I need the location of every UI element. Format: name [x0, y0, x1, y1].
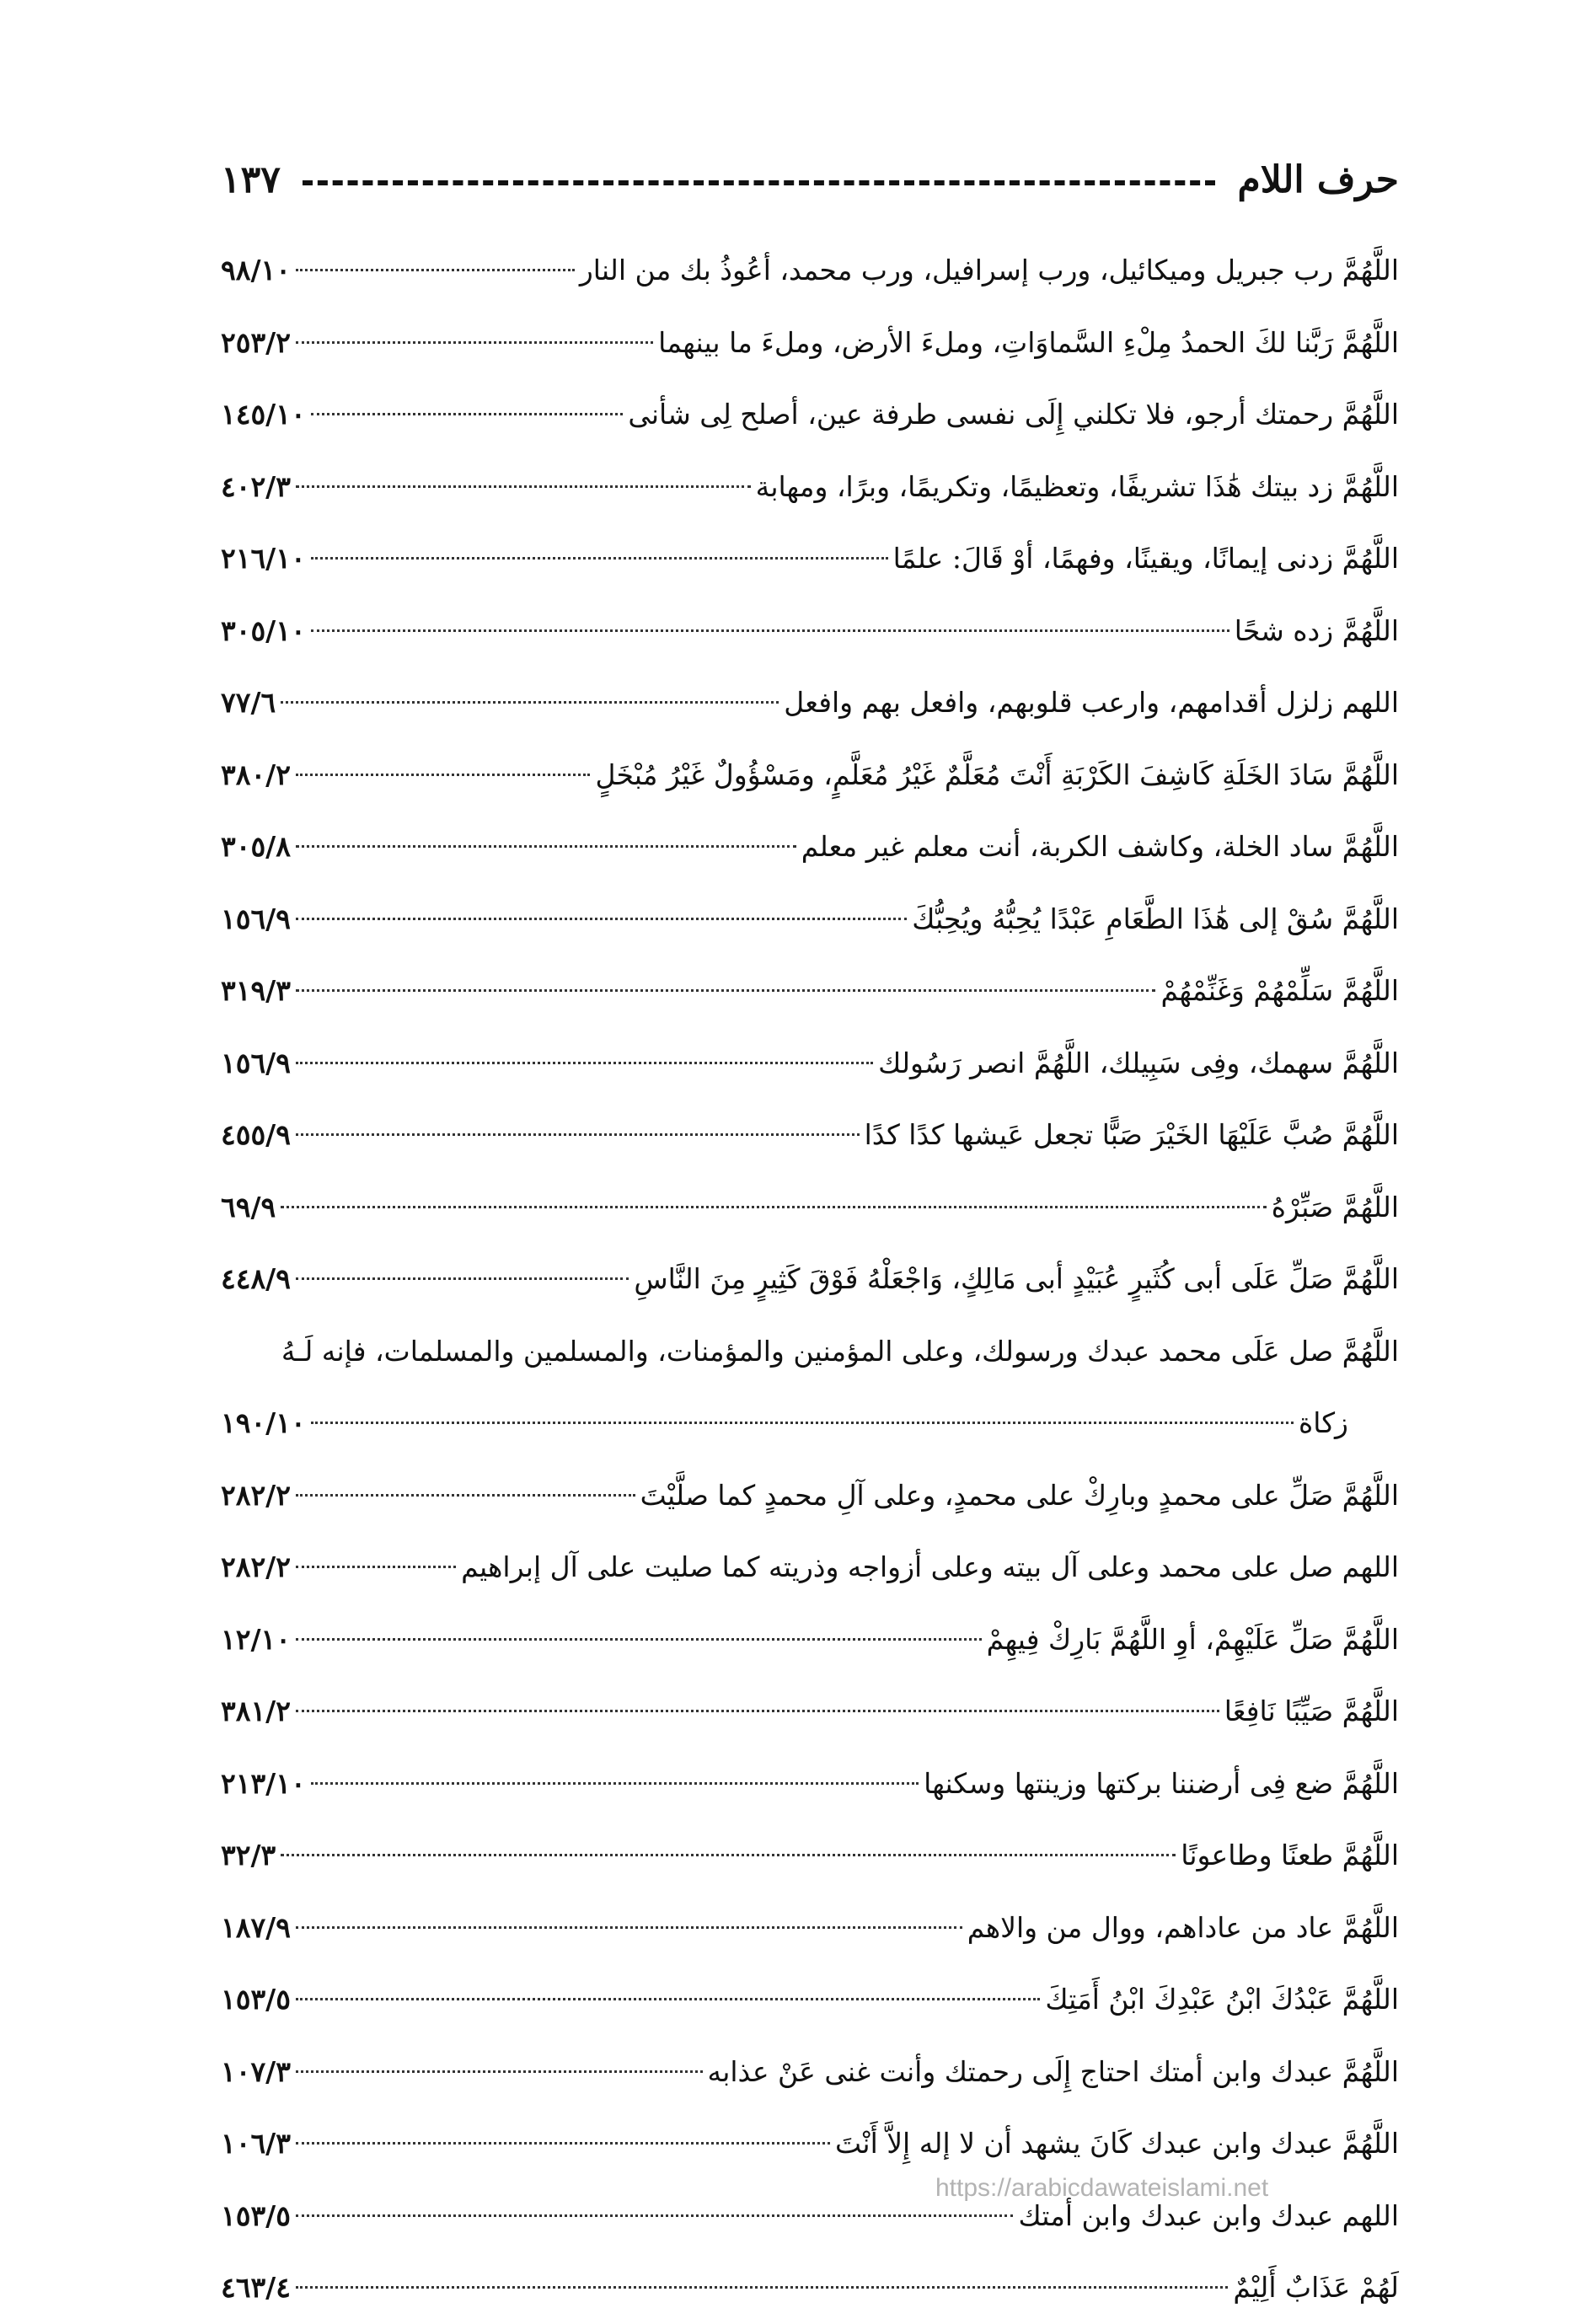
entry-reference: ٤٦٣/٤ — [221, 2271, 291, 2304]
dotted-leader — [296, 1998, 1040, 2000]
entry-reference: ٩٨/١٠ — [221, 254, 291, 286]
entry-reference: ٣٢/٣ — [221, 1839, 276, 1872]
entry-text: لَهُمْ عَذَابٌ أَلِيْمٌ — [1233, 2271, 1399, 2304]
entry-text: اللَّهُمَّ ساد الخلة، وكاشف الكربة، أنت معلم غير معلم — [801, 830, 1399, 863]
entry-text: اللَّهُمَّ ضع فِى أرضننا بركتها وزينتها وسكنها — [924, 1766, 1399, 1800]
dotted-leader — [296, 2286, 1228, 2289]
dotted-leader — [311, 1782, 919, 1785]
dotted-leader — [296, 1926, 962, 1929]
entry-text: اللَّهُمَّ طعنًا وطاعونًا — [1181, 1839, 1399, 1872]
dotted-leader — [281, 1854, 1176, 1856]
index-entry — [221, 234, 1399, 307]
entry-text: اللَّهُمَّ صُبَّ عَلَيْهَا الخَيْرَ صَبًّا تجعل عَيشها كدًا كدًا — [864, 1118, 1399, 1151]
page-number: ١٣٧ — [221, 158, 281, 201]
dotted-leader — [281, 1206, 1266, 1208]
entry-reference: ١٢/١٠ — [221, 1622, 291, 1656]
index-entry — [221, 1963, 1399, 2036]
dotted-leader — [296, 2142, 830, 2145]
index-entry — [221, 1099, 1399, 1171]
index-entry — [221, 451, 1399, 523]
page-header — [221, 150, 1399, 209]
entry-reference: ١٨٧/٩ — [221, 1910, 291, 1944]
dotted-leader — [311, 557, 888, 560]
entry-text: اللَّهُمَّ صَلِّ عَلَيْهِمْ، أوِ اللَّهُمَّ بَارِكْ فِيهِمْ — [986, 1622, 1399, 1656]
entry-text: اللَّهُمَّ عبدك وابن عبدك كَانَ يشهد أن لا إله إِلاَّ أَنْتَ — [834, 2127, 1399, 2160]
index-entry — [221, 667, 1399, 739]
index-entry — [221, 1892, 1399, 1964]
dotted-leader — [296, 1062, 873, 1064]
index-entry — [221, 1315, 1399, 1388]
dotted-leader — [311, 629, 1229, 632]
dotted-leader — [296, 269, 575, 271]
index-entry — [221, 1675, 1399, 1748]
dotted-leader — [281, 701, 779, 704]
watermark-url: https://arabicdawateislami.net — [935, 2174, 1269, 2202]
entry-text: اللَّهُمَّ صَيِّبًا نَافِعًا — [1224, 1695, 1399, 1727]
entry-reference: ٤٠٢/٣ — [221, 469, 291, 503]
dotted-leader — [296, 918, 907, 920]
index-entry — [221, 2036, 1399, 2108]
index-entry — [221, 1531, 1399, 1604]
entry-reference: ٢١٦/١٠ — [221, 542, 306, 575]
entry-text: اللَّهُمَّ رحمتك أرجو، فلا تكلني إِلَى نفسى طرفة عين، أصلح لِى شأنى — [628, 398, 1399, 431]
entry-reference: ٢٨٢/٢ — [221, 1550, 291, 1583]
entry-text: اللَّهُمَّ سَلِّمْهُمْ وَغَنِّمْهُمْ — [1160, 974, 1399, 1007]
entry-reference: ١٥٣/٥ — [221, 1983, 291, 2016]
dotted-leader — [296, 2070, 703, 2073]
entry-text: اللَّهُمَّ زدنى إيمانًا، ويقينًا، وفهمًا، أوْ قَالَ: علمًا — [892, 542, 1399, 575]
entry-text: اللَّهُمَّ عبدك وابن أمتك احتاج إِلَى رحمتك وأنت غنى عَنْ عذابه — [707, 2054, 1399, 2088]
entry-text: اللَّهُمَّ صل عَلَى محمد عبدك ورسولك، وعلى المؤمنين والمؤمنات، والمسلمين والمسلمات، فإنه لَـهُ — [281, 1334, 1399, 1368]
dotted-leader — [296, 2214, 1014, 2217]
entry-reference: ٤٥٥/٩ — [221, 1118, 291, 1151]
entry-text: اللَّهُمَّ زده شحًا — [1234, 613, 1399, 647]
index-entry — [221, 1171, 1399, 1244]
entry-text: اللَّهُمَّ رب جبريل وميكائيل، ورب إسرافيل، ورب محمد، أعُوذُ بك من النار — [579, 254, 1399, 286]
index-entry — [221, 1459, 1399, 1532]
dotted-leader — [296, 1494, 635, 1497]
index-entry — [221, 2252, 1399, 2324]
entry-reference: ٢٨٢/٢ — [221, 1478, 291, 1512]
entry-reference: ١٥٦/٩ — [221, 1046, 291, 1079]
index-entry — [221, 1604, 1399, 1676]
entry-reference: ٢٥٣/٢ — [221, 325, 291, 359]
dotted-leader — [296, 1638, 982, 1641]
entry-reference: ١٩٠/١٠ — [221, 1406, 306, 1439]
entry-reference: ١٠٦/٣ — [221, 2127, 291, 2160]
entry-reference: ٦٩/٩ — [221, 1190, 276, 1224]
index-entries — [221, 234, 1399, 2324]
entry-text: اللهم زلزل أقدامهم، وارعب قلوبهم، وافعل بهم وافعل — [784, 686, 1399, 719]
entry-text: اللَّهُمَّ سُقْ إلى هَٰذَا الطَّعَامِ عَبْدًا يُحِبُّهُ ويُحِبُّكَ — [912, 902, 1399, 935]
dotted-leader — [296, 774, 591, 776]
index-entry — [221, 739, 1399, 811]
entry-text: اللَّهُمَّ صَبِّرْهُ — [1271, 1190, 1399, 1224]
header-dashed-rule — [303, 180, 1216, 185]
entry-reference: ١٥٦/٩ — [221, 902, 291, 935]
entry-text: اللهم عبدك وابن عبدك وابن أمتك — [1018, 2198, 1399, 2232]
entry-reference: ١٥٣/٥ — [221, 2198, 291, 2232]
entry-text: اللَّهُمَّ صَلِّ عَلَى أبى كُثَيرٍ عُبَيْدٍ أبى مَالِكٍ، وَاجْعَلْهُ فَوْقَ كَثِيرٍ مِنَ النَّاسِ — [634, 1262, 1399, 1295]
index-entry-continuation — [221, 1387, 1399, 1459]
entry-reference: ٣١٩/٣ — [221, 974, 291, 1007]
entry-reference: ٤٤٨/٩ — [221, 1262, 291, 1295]
index-entry — [221, 307, 1399, 379]
index-entry — [221, 2107, 1399, 2180]
entry-text: اللَّهُمَّ رَبَّنا لكَ الحمدُ مِلْءِ السَّماوَاتِ، وملءَ الأرض، وملءَ ما بينهما — [658, 325, 1399, 359]
entry-text: زكاة — [1299, 1406, 1348, 1439]
entry-text: اللَّهُمَّ عاد من عاداهم، ووال من والاهم — [967, 1910, 1399, 1944]
dotted-leader — [296, 989, 1156, 992]
index-entry — [221, 378, 1399, 451]
dotted-leader — [311, 413, 624, 415]
index-entry — [221, 1748, 1399, 1820]
entry-reference: ١٤٥/١٠ — [221, 398, 306, 431]
entry-reference: ١٠٧/٣ — [221, 2054, 291, 2088]
entry-text: اللَّهُمَّ سَادَ الخَلَةِ كَاشِفَ الكَرْبَةِ أَنْتَ مُعَلَّمٌ غَيْرُ مُعَلَّمٍ، ومَسْؤُولٌ غَيْرُ مُبْخَلٍ — [595, 758, 1399, 791]
entry-text: اللَّهُمَّ صَلِّ على محمدٍ وبارِكْ على محمدٍ، وعلى آلِ محمدٍ كما صلَّيْتَ — [640, 1478, 1399, 1512]
dotted-leader — [296, 1277, 629, 1280]
dotted-leader — [296, 1710, 1219, 1712]
entry-reference: ٣٠٥/١٠ — [221, 613, 306, 647]
entry-reference: ٣٨١/٢ — [221, 1695, 291, 1727]
index-entry — [221, 955, 1399, 1027]
dotted-leader — [296, 341, 653, 344]
section-title: حرف اللام — [1237, 158, 1399, 201]
entry-text: اللَّهُمَّ عَبْدُكَ ابْنُ عَبْدِكَ ابْنُ أَمَتِكَ — [1045, 1983, 1399, 2016]
index-entry — [221, 811, 1399, 883]
index-entry — [221, 1819, 1399, 1892]
entry-reference: ٢١٣/١٠ — [221, 1766, 306, 1800]
index-entry — [221, 522, 1399, 595]
entry-reference: ٣٠٥/٨ — [221, 830, 291, 863]
entry-reference: ٣٨٠/٢ — [221, 758, 291, 791]
dotted-leader — [296, 1566, 456, 1568]
entry-text: اللَّهُمَّ سهمك، وفِى سَبِيلك، اللَّهُمَّ انصر رَسُولك — [878, 1046, 1399, 1079]
entry-text: اللهم صل على محمد وعلى آل بيته وعلى أزواجه وذريته كما صليت على آل إبراهيم — [461, 1550, 1399, 1583]
index-entry — [221, 595, 1399, 667]
dotted-leader — [296, 1133, 860, 1136]
index-entry — [221, 1027, 1399, 1100]
entry-reference: ٧٧/٦ — [221, 686, 276, 719]
dotted-leader — [296, 845, 796, 848]
dotted-leader — [296, 485, 751, 488]
index-entry — [221, 883, 1399, 956]
index-entry — [221, 1243, 1399, 1315]
dotted-leader — [311, 1422, 1294, 1424]
entry-text: اللَّهُمَّ زد بيتك هَٰذَا تشريفًا، وتعظيمًا، وتكريمًا، وبرًا، ومهابة — [755, 469, 1399, 503]
